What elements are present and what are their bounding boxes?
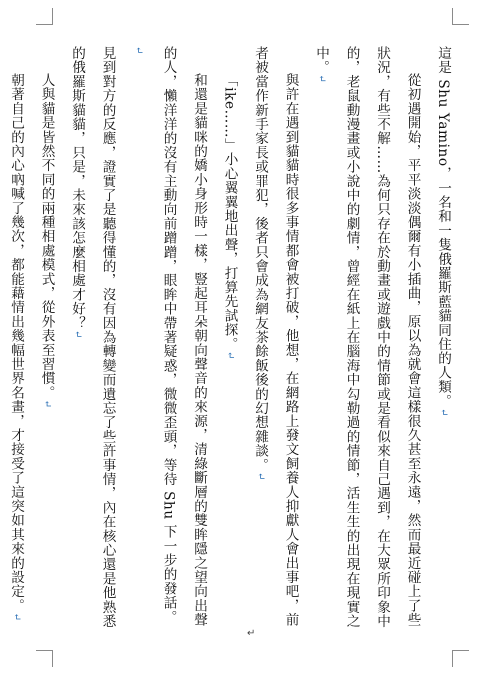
paragraph-text: 人與貓是皆然不同的兩種相處模式，從外表至習慣。 [38,73,55,400]
margin-corner-top-right [452,8,469,25]
paragraph-text: 從初遇開始，平平淡淡偶爾有小插曲，原以為就會這樣很久甚至永遠，然而最近碰上了些狀況，有些不解……為何只存在於動畫或遊戲中的情節或是看似來自己遇到，在大眾所印象中的，老鼠動漫畫或小說中的劇情，曾經在紙上在腦海中勾勒過的情節，活生生的出現在現實之中。 [313,46,421,629]
paragraph-text: 朝著自己的內心吶喊了幾次，都能藉情出幾幅世界名畫，才接受了這突如其來的設定。 [8,73,24,613]
paragraph-text: 與許在遇到貓貓時很多事情都會被打破，他想，在網路上發文飼養人抑獻人會出事吧，前者被當作新手家長或罪犯，後者只會成為網友茶餘飯後的幻想雜談。 [252,46,299,627]
paragraph-mark: ↵ [316,74,327,84]
paragraph [1,46,32,632]
end-of-page-mark: ↵ [247,628,256,639]
paragraph-text: 「ike……」小心翼翼地出聲，打算先試探。 [221,73,238,352]
paragraph-mark: ↵ [438,408,449,418]
paragraph-mark: ↵ [224,351,236,361]
paragraph-mark: ↵ [72,330,83,339]
paragraph [245,46,306,632]
margin-corner-bottom-right [452,650,469,667]
paragraph [123,46,215,632]
vertical-text-body[interactable] [8,46,458,632]
paragraph-mark: ↵ [11,612,22,622]
paragraph [62,46,123,632]
paragraph-mark: ↵ [133,46,144,55]
paragraph-text: 見到對方的反應，證實了是聽得懂的，沒有因為轉變而遺忘了些許事情，內在核心還是他熟悉的俄羅斯貓貓，只是，未來該怎麼相處才好？ [69,46,116,629]
paragraph-text: 和還是貓咪的嬌小身形時一樣，豎起耳朵朝向聲音的來源，清綠斷層的雙眸隱之望向出聲的人，懶洋洋的沒有主動向前蹭蹭，眼眸中帶著疑惑，微微歪頭，等待 Shu 下一步的發話。 [160,46,207,627]
paragraph [31,46,62,632]
paragraph-text: 這是 Shu Yamino，一名和一隻俄羅斯藍貓同住的人類。 [435,46,451,409]
paragraph [214,46,245,632]
margin-corner-top-left [36,8,53,25]
margin-corner-bottom-left [36,650,53,667]
paragraph [0,46,1,632]
paragraph [428,46,459,632]
paragraph-mark: ↵ [255,472,266,481]
paragraph-mark: ↵ [41,399,53,409]
paragraph [306,46,428,632]
